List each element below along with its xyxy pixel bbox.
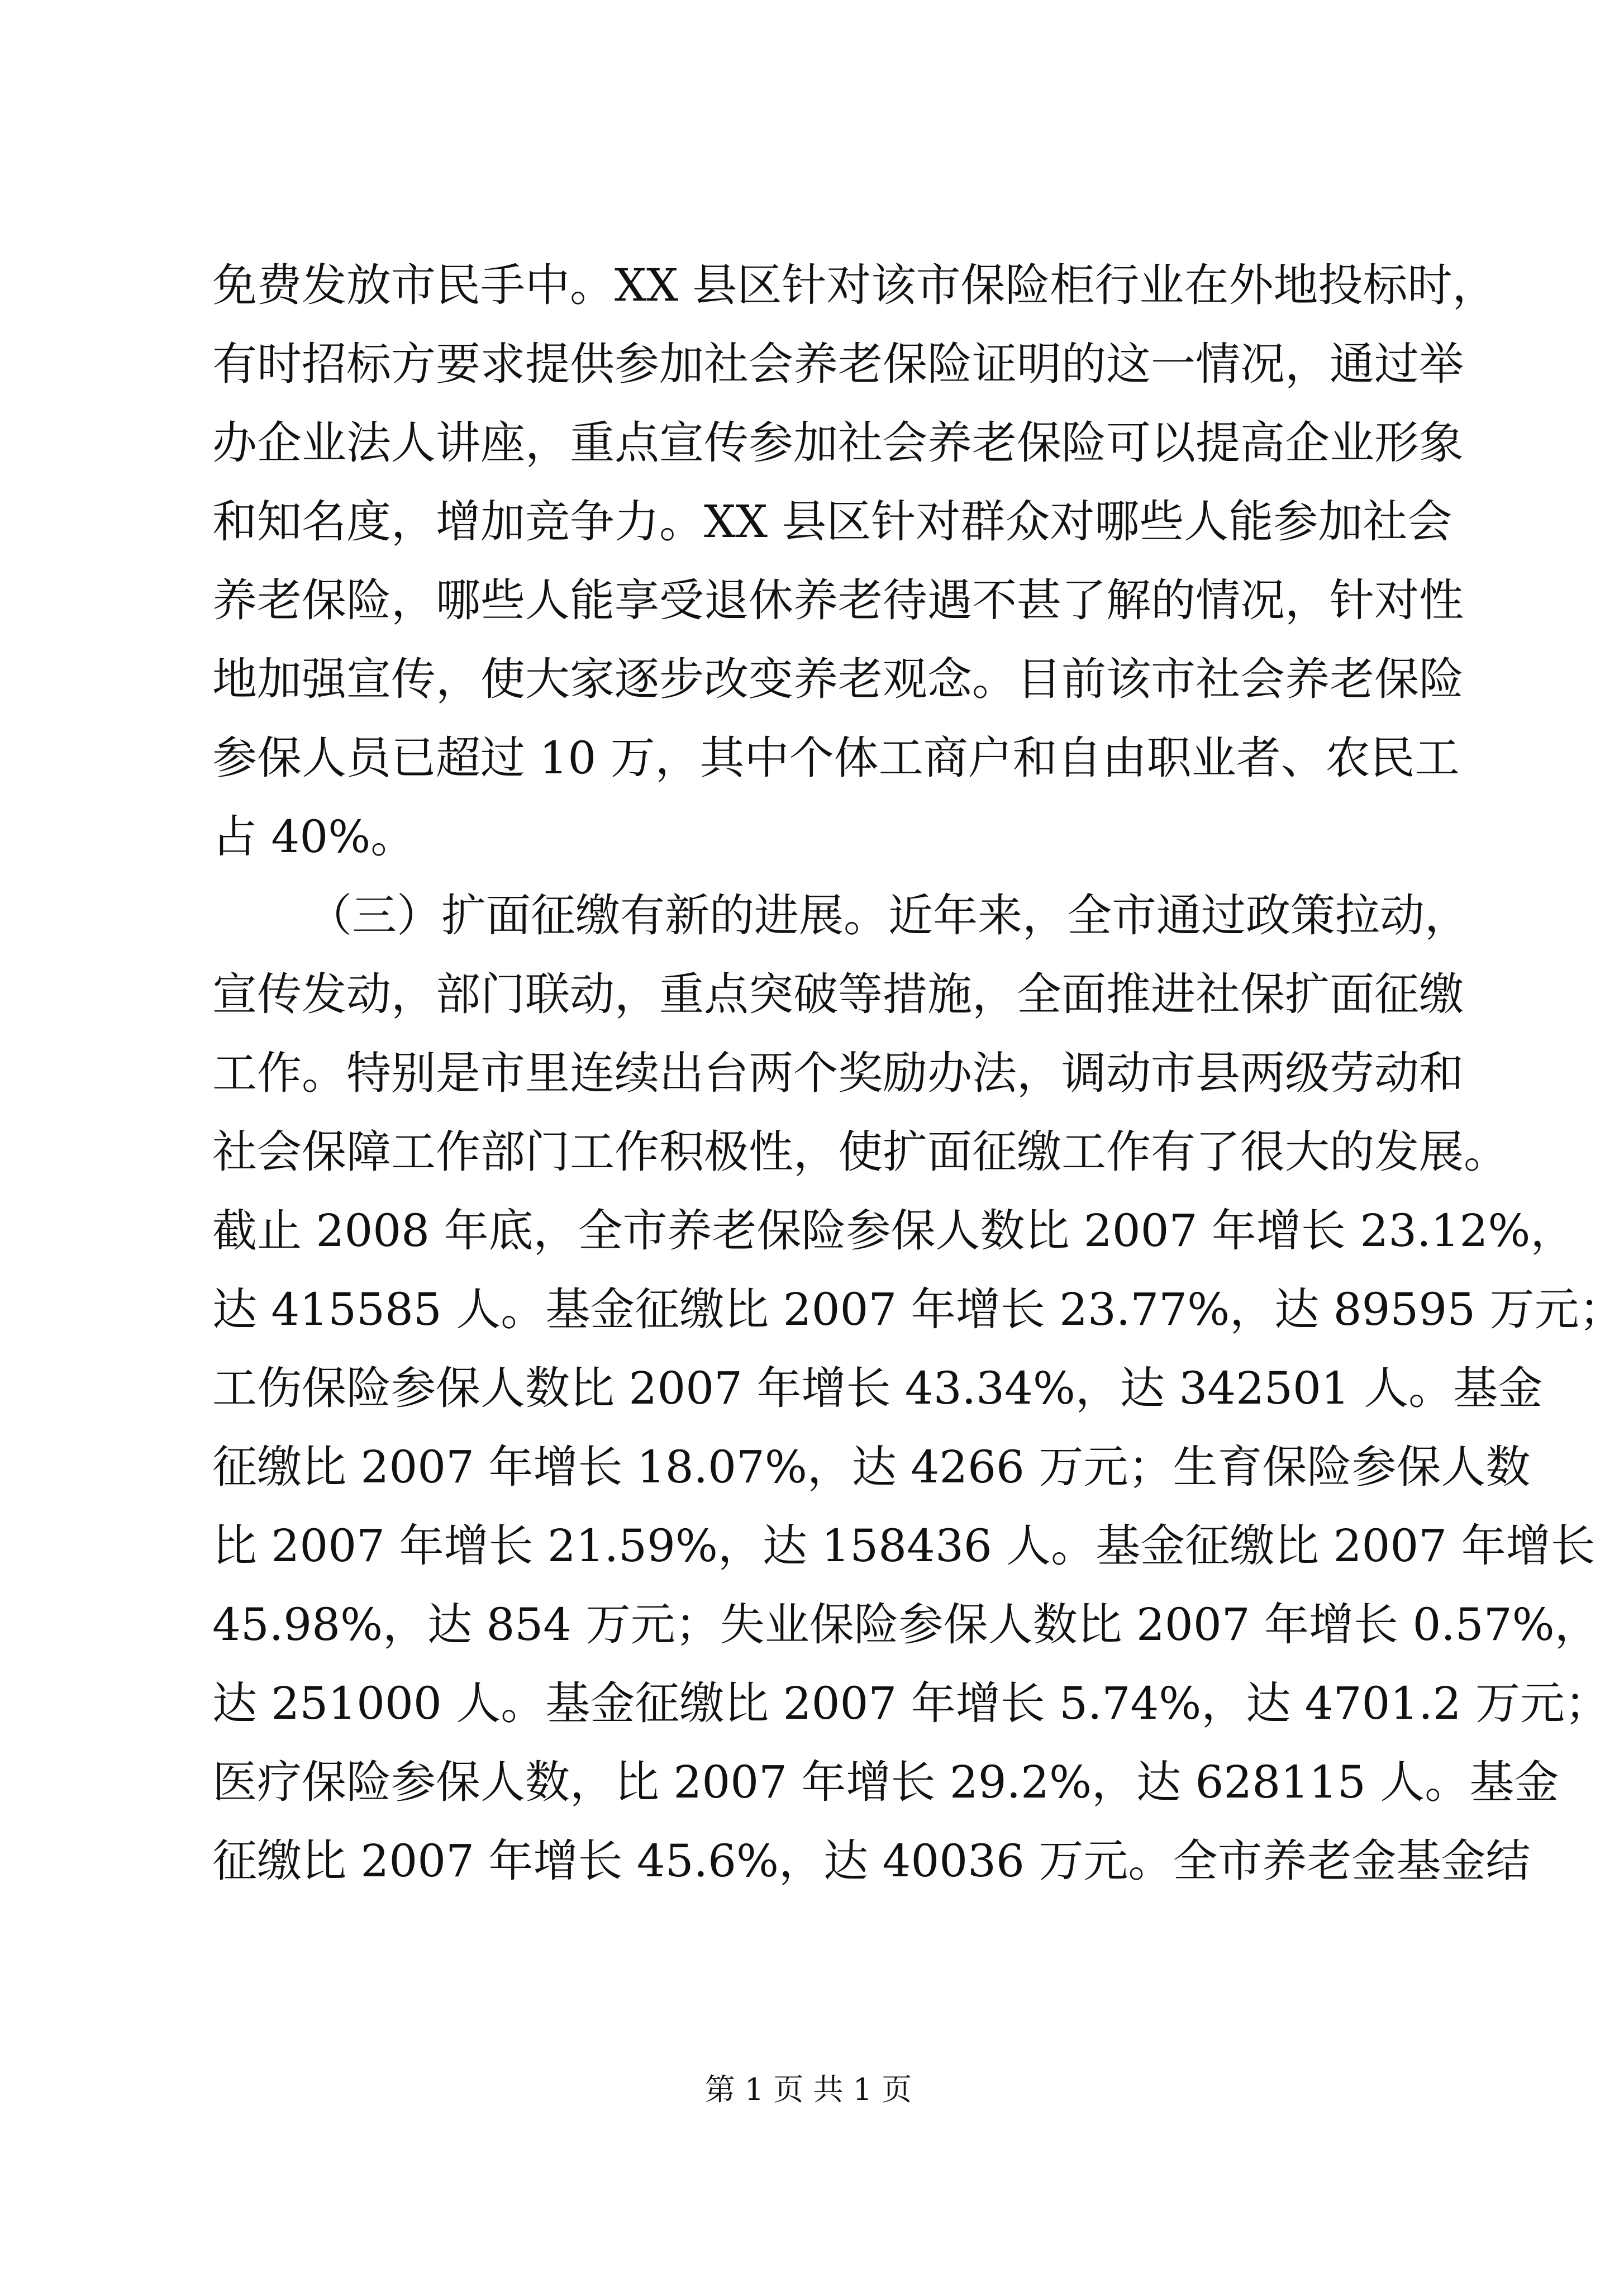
text-line-11: 工作。特别是市里连续出台两个奖励办法，调动市县两级劳动和 [212, 1047, 1464, 1099]
text-line-13: 截止 2008 年底，全市养老保险参保人数比 2007 年增长 23.12%， [212, 1205, 1575, 1257]
text-line-19: 达 251000 人。基金征缴比 2007 年增长 5.74%，达 4701.2 万元； [212, 1677, 1610, 1729]
text-line-10: 宣传发动，部门联动，重点突破等措施，全面推进社保扩面征缴 [212, 968, 1464, 1020]
text-line-17: 比 2007 年增长 21.59%，达 158436 人。基金征缴比 2007 年增长 [212, 1520, 1596, 1572]
text-line-5: 养老保险，哪些人能享受退休养老待遇不甚了解的情况，针对性 [212, 574, 1464, 626]
text-line-3: 办企业法人讲座，重点宣传参加社会养老保险可以提高企业形象 [212, 417, 1464, 469]
text-line-9: （三）扩面征缴有新的进展。近年来，全市通过政策拉动， [307, 890, 1469, 942]
text-line-20: 医疗保险参保人数，比 2007 年增长 29.2%，达 628115 人。基金 [212, 1756, 1559, 1808]
text-line-16: 征缴比 2007 年增长 18.07%，达 4266 万元；生育保险参保人数 [212, 1441, 1531, 1493]
page-footer: 第 1 页 共 1 页 [704, 2072, 912, 2107]
text-line-4: 和知名度，增加竞争力。XX 县区针对群众对哪些人能参加社会 [212, 496, 1452, 548]
text-line-18: 45.98%，达 854 万元；失业保险参保人数比 2007 年增长 0.57%， [212, 1599, 1599, 1651]
text-line-6: 地加强宣传，使大家逐步改变养老观念。目前该市社会养老保险 [212, 653, 1464, 705]
text-line-8: 占 40%。 [212, 811, 416, 863]
text-line-21: 征缴比 2007 年增长 45.6%，达 40036 万元。全市养老金基金结 [212, 1835, 1531, 1887]
text-line-14: 达 415585 人。基金征缴比 2007 年增长 23.77%，达 89595 万元； [212, 1283, 1624, 1335]
body-text [212, 246, 1624, 1900]
text-line-12: 社会保障工作部门工作积极性，使扩面征缴工作有了很大的发展。 [212, 1126, 1508, 1178]
text-line-2: 有时招标方要求提供参加社会养老保险证明的这一情况，通过举 [212, 338, 1464, 390]
text-line-15: 工伤保险参保人数比 2007 年增长 43.34%，达 342501 人。基金 [212, 1362, 1543, 1414]
text-line-1: 免费发放市民手中。XX 县区针对该市保险柜行业在外地投标时， [212, 259, 1497, 311]
text-line-7: 参保人员已超过 10 万，其中个体工商户和自由职业者、农民工 [212, 732, 1460, 784]
